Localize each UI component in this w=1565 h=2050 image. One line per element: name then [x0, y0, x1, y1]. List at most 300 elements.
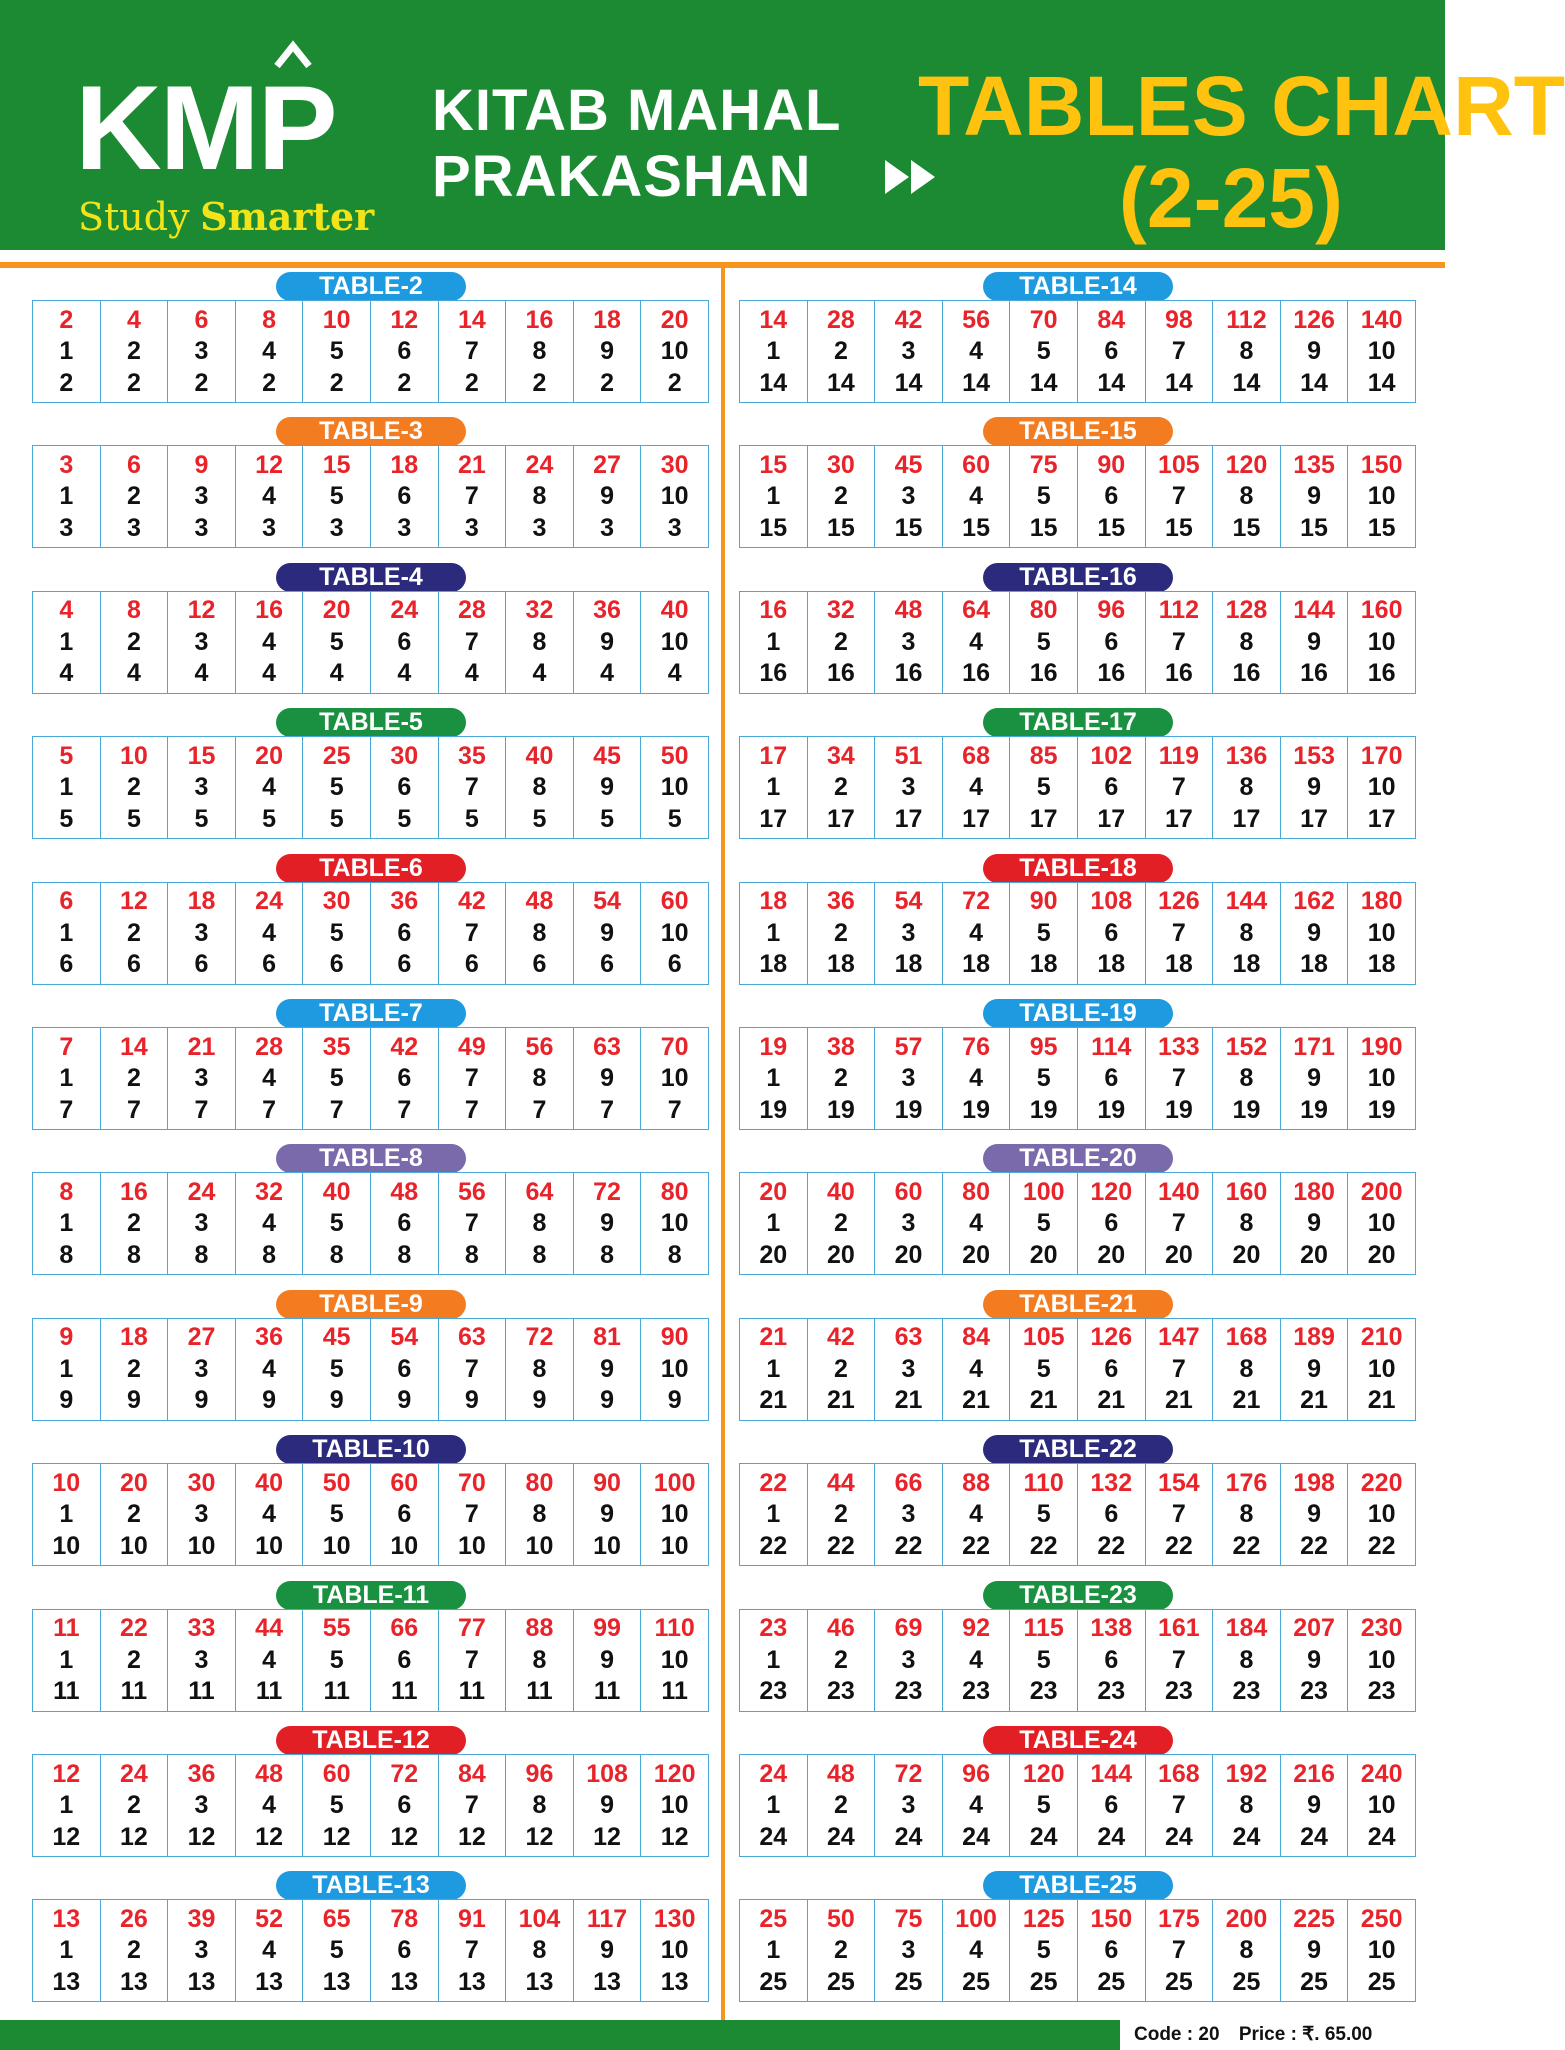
- product-value: 250: [1360, 1904, 1403, 1933]
- base-number: 10: [593, 1531, 621, 1560]
- base-number: 13: [255, 1967, 283, 1996]
- multiplier-value: 5: [329, 1645, 344, 1674]
- multiplier-value: 9: [1307, 1500, 1321, 1529]
- multiplier-value: 10: [660, 1064, 689, 1092]
- table-grid: [32, 1027, 709, 1130]
- product-value: 14: [119, 1032, 148, 1061]
- table-column: [33, 592, 101, 693]
- table-column: [574, 1319, 642, 1420]
- base-number: 9: [126, 1386, 141, 1415]
- base-number: 6: [532, 950, 547, 979]
- multiplier-value: 7: [464, 1500, 479, 1529]
- table-column: [574, 1610, 642, 1711]
- product-value: 30: [826, 450, 855, 479]
- multiplier-value: 10: [660, 1500, 689, 1529]
- multiplier-value: 8: [1239, 1936, 1254, 1965]
- table-column: [168, 1755, 236, 1856]
- base-number: 12: [322, 1822, 351, 1851]
- table-column: [439, 1755, 507, 1856]
- base-number: 15: [1097, 513, 1126, 542]
- column-divider: [721, 262, 725, 2020]
- table-column: [1078, 592, 1146, 693]
- multiplier-value: 4: [969, 1354, 984, 1383]
- product-value: 24: [390, 596, 419, 625]
- multiplier-value: 10: [1367, 1791, 1396, 1819]
- product-value: 88: [525, 1614, 554, 1643]
- multiplier-value: 5: [329, 1064, 344, 1092]
- table-column: [506, 1900, 574, 2001]
- table-column: [1213, 1755, 1281, 1856]
- multiplier-value: 4: [262, 1354, 277, 1383]
- table-column: [506, 301, 574, 402]
- table-column: [506, 1319, 574, 1420]
- table-column: [641, 1755, 708, 1856]
- base-number: 18: [1029, 950, 1058, 979]
- product-value: 57: [894, 1032, 923, 1061]
- base-number: 11: [120, 1677, 148, 1706]
- base-number: 12: [255, 1822, 283, 1851]
- base-number: 19: [1029, 1095, 1058, 1124]
- multiplier-value: 4: [262, 337, 277, 365]
- product-value: 12: [119, 887, 148, 916]
- tagline-smarter: Smarter: [200, 194, 375, 239]
- base-number: 18: [1367, 950, 1396, 979]
- multiplier-value: 7: [1171, 918, 1186, 947]
- multiplier-value: 1: [59, 627, 74, 656]
- table-block: [739, 563, 1416, 694]
- base-number: 22: [759, 1531, 788, 1560]
- table-grid: [32, 736, 709, 839]
- product-value: 20: [255, 741, 283, 770]
- product-value: 96: [525, 1759, 554, 1788]
- product-value: 23: [759, 1614, 788, 1643]
- product-value: 33: [187, 1614, 216, 1643]
- table-column: [439, 737, 507, 838]
- multiplier-value: 10: [660, 1791, 689, 1819]
- table-column: [1348, 301, 1415, 402]
- multiplier-value: 8: [532, 1354, 547, 1383]
- base-number: 3: [667, 513, 682, 542]
- base-number: 4: [600, 659, 614, 688]
- base-number: 22: [1232, 1531, 1261, 1560]
- base-number: 7: [600, 1095, 614, 1124]
- multiplier-value: 6: [1104, 773, 1119, 802]
- product-value: 18: [187, 887, 216, 916]
- table-label: TABLE-11: [276, 1581, 466, 1610]
- product-value: 46: [826, 1614, 855, 1643]
- multiplier-value: 8: [1239, 1209, 1254, 1238]
- product-value: 80: [962, 1177, 990, 1206]
- table-grid: [739, 736, 1416, 839]
- table-column: [740, 301, 808, 402]
- table-column: [1213, 1173, 1281, 1274]
- table-column: [1146, 1319, 1214, 1420]
- table-column: [1146, 1755, 1214, 1856]
- base-number: 5: [667, 804, 682, 833]
- product-value: 72: [390, 1759, 419, 1788]
- product-value: 120: [653, 1759, 696, 1788]
- product-value: 210: [1360, 1323, 1403, 1352]
- base-number: 13: [660, 1967, 689, 1996]
- product-value: 38: [826, 1032, 855, 1061]
- table-column: [943, 1173, 1011, 1274]
- multiplier-value: 3: [194, 1500, 209, 1529]
- table-column: [1348, 737, 1415, 838]
- multiplier-value: 5: [1036, 1645, 1051, 1674]
- table-column: [1213, 1610, 1281, 1711]
- base-number: 12: [119, 1822, 148, 1851]
- multiplier-value: 2: [126, 918, 141, 947]
- base-number: 20: [1097, 1240, 1126, 1269]
- multiplier-value: 4: [969, 1791, 984, 1819]
- base-number: 10: [390, 1531, 419, 1560]
- product-value: 20: [322, 596, 351, 625]
- table-grid: [32, 1172, 709, 1275]
- base-number: 7: [194, 1095, 209, 1124]
- product-value: 6: [126, 450, 141, 479]
- base-number: 6: [59, 950, 74, 979]
- base-number: 13: [593, 1967, 621, 1996]
- base-number: 13: [322, 1967, 351, 1996]
- table-column: [371, 1028, 439, 1129]
- table-column: [943, 1464, 1011, 1565]
- multiplier-value: 4: [969, 482, 984, 511]
- product-value: 20: [759, 1177, 788, 1206]
- product-value: 10: [52, 1468, 81, 1497]
- table-column: [808, 883, 876, 984]
- multiplier-value: 1: [766, 627, 781, 656]
- multiplier-value: 4: [262, 482, 277, 511]
- table-column: [1281, 883, 1349, 984]
- table-column: [808, 1028, 876, 1129]
- table-column: [808, 737, 876, 838]
- multiplier-value: 2: [126, 773, 141, 802]
- base-number: 7: [464, 1095, 479, 1124]
- base-number: 17: [962, 804, 990, 833]
- product-value: 230: [1360, 1614, 1403, 1643]
- base-number: 19: [1232, 1095, 1261, 1124]
- multiplier-value: 7: [464, 1064, 479, 1092]
- multiplier-value: 9: [1307, 1209, 1321, 1238]
- base-number: 3: [329, 513, 344, 542]
- product-value: 180: [1293, 1177, 1335, 1206]
- product-value: 171: [1293, 1032, 1335, 1061]
- product-value: 184: [1225, 1614, 1268, 1643]
- table-column: [168, 1028, 236, 1129]
- base-number: 7: [262, 1095, 277, 1124]
- product-value: 8: [59, 1177, 74, 1206]
- multiplier-value: 4: [969, 1064, 984, 1092]
- table-block: [32, 1290, 709, 1421]
- base-number: 4: [126, 659, 141, 688]
- publisher-line-2: PRAKASHAN: [432, 144, 812, 209]
- multiplier-value: 3: [194, 627, 209, 656]
- product-value: 66: [390, 1614, 419, 1643]
- tagline: [78, 194, 375, 239]
- table-column: [33, 1755, 101, 1856]
- table-column: [641, 1464, 708, 1565]
- multiplier-value: 1: [59, 1645, 74, 1674]
- multiplier-value: 2: [126, 627, 141, 656]
- multiplier-value: 10: [660, 482, 689, 511]
- base-number: 11: [458, 1677, 486, 1706]
- base-number: 4: [194, 659, 209, 688]
- base-number: 25: [1232, 1967, 1261, 1996]
- base-number: 2: [194, 368, 209, 397]
- product-value: 136: [1225, 741, 1268, 770]
- product-value: 91: [457, 1904, 486, 1933]
- product-value: 75: [1029, 450, 1058, 479]
- base-number: 10: [187, 1531, 216, 1560]
- table-grid: [739, 300, 1416, 403]
- multiplier-value: 5: [329, 1791, 344, 1819]
- base-number: 16: [1367, 659, 1396, 688]
- table-grid: [32, 591, 709, 694]
- table-column: [168, 592, 236, 693]
- product-value: 68: [962, 741, 990, 770]
- table-column: [943, 1900, 1011, 2001]
- multiplier-value: 7: [1171, 1500, 1186, 1529]
- product-value: 162: [1293, 887, 1335, 916]
- table-column: [303, 883, 371, 984]
- table-column: [943, 301, 1011, 402]
- product-value: 85: [1029, 741, 1058, 770]
- table-column: [943, 883, 1011, 984]
- product-value: 130: [653, 1904, 696, 1933]
- product-value: 70: [457, 1468, 486, 1497]
- base-number: 4: [329, 659, 344, 688]
- table-column: [808, 1319, 876, 1420]
- table-column: [641, 592, 708, 693]
- multiplier-value: 4: [262, 1500, 277, 1529]
- multiplier-value: 2: [126, 1209, 141, 1238]
- product-value: 45: [593, 741, 621, 770]
- footer-info: [1120, 2020, 1445, 2050]
- base-number: 23: [1367, 1677, 1396, 1706]
- base-number: 17: [1232, 804, 1261, 833]
- multiplier-value: 4: [262, 1791, 277, 1819]
- product-value: 95: [1029, 1032, 1058, 1061]
- table-label: TABLE-12: [276, 1726, 466, 1755]
- table-column: [808, 446, 876, 547]
- product-value: 80: [660, 1177, 689, 1206]
- multiplier-value: 2: [833, 1209, 848, 1238]
- multiplier-value: 2: [126, 1500, 141, 1529]
- table-block: [32, 1435, 709, 1566]
- base-number: 7: [59, 1095, 74, 1124]
- product-value: 110: [654, 1614, 695, 1643]
- multiplier-value: 10: [1367, 918, 1396, 947]
- base-number: 23: [1029, 1677, 1058, 1706]
- multiplier-value: 1: [59, 1791, 74, 1819]
- table-column: [740, 446, 808, 547]
- multiplier-value: 2: [833, 1645, 848, 1674]
- base-number: 9: [397, 1386, 412, 1415]
- table-column: [439, 1900, 507, 2001]
- multiplier-value: 6: [397, 918, 412, 947]
- product-value: 42: [894, 305, 923, 334]
- base-number: 3: [464, 513, 479, 542]
- table-label: TABLE-2: [276, 272, 466, 301]
- table-block: [739, 1581, 1416, 1712]
- table-column: [740, 1028, 808, 1129]
- table-column: [371, 1755, 439, 1856]
- base-number: 6: [397, 950, 412, 979]
- table-column: [1010, 1610, 1078, 1711]
- table-column: [303, 1028, 371, 1129]
- table-grid: [739, 882, 1416, 985]
- multiplier-value: 9: [600, 773, 614, 802]
- multiplier-value: 1: [766, 1209, 781, 1238]
- product-value: 175: [1158, 1904, 1200, 1933]
- multiplier-value: 2: [833, 337, 848, 365]
- table-column: [875, 592, 943, 693]
- multiplier-value: 9: [600, 1645, 614, 1674]
- base-number: 13: [52, 1967, 81, 1996]
- product-value: 22: [759, 1468, 788, 1497]
- product-value: 200: [1360, 1177, 1403, 1206]
- multiplier-value: 2: [833, 1936, 848, 1965]
- multiplier-value: 3: [901, 1791, 916, 1819]
- table-grid: [32, 300, 709, 403]
- base-number: 2: [532, 368, 547, 397]
- base-number: 17: [1097, 804, 1126, 833]
- table-column: [1010, 883, 1078, 984]
- product-value: 30: [322, 887, 351, 916]
- multiplier-value: 6: [1104, 918, 1119, 947]
- base-number: 18: [962, 950, 990, 979]
- base-number: 12: [390, 1822, 419, 1851]
- base-number: 22: [1029, 1531, 1058, 1560]
- table-column: [875, 737, 943, 838]
- table-column: [641, 1028, 708, 1129]
- base-number: 7: [532, 1095, 547, 1124]
- table-column: [1348, 1900, 1415, 2001]
- product-code: Code : 20: [1134, 2024, 1220, 2045]
- product-value: 98: [1164, 305, 1193, 334]
- table-label: TABLE-16: [983, 563, 1173, 592]
- product-value: 102: [1090, 741, 1133, 770]
- table-column: [236, 1610, 304, 1711]
- base-number: 23: [1164, 1677, 1193, 1706]
- multiplier-value: 6: [1104, 1209, 1119, 1238]
- multiplier-value: 2: [126, 1064, 141, 1092]
- base-number: 22: [894, 1531, 923, 1560]
- base-number: 8: [464, 1240, 479, 1269]
- multiplier-value: 7: [1171, 1354, 1186, 1383]
- product-value: 36: [826, 887, 855, 916]
- table-grid: [739, 1318, 1416, 1421]
- multiplier-value: 5: [1036, 1500, 1051, 1529]
- multiplier-value: 10: [660, 1354, 689, 1383]
- base-number: 4: [464, 659, 479, 688]
- base-number: 9: [532, 1386, 547, 1415]
- base-number: 15: [826, 513, 855, 542]
- table-column: [1213, 1028, 1281, 1129]
- product-value: 27: [187, 1323, 216, 1352]
- base-number: 24: [962, 1822, 990, 1851]
- product-value: 54: [894, 887, 923, 916]
- multiplier-value: 3: [194, 918, 209, 947]
- table-column: [574, 301, 642, 402]
- multiplier-value: 2: [833, 482, 848, 511]
- multiplier-value: 9: [600, 1209, 614, 1238]
- table-grid: [739, 1754, 1416, 1857]
- table-column: [1078, 1319, 1146, 1420]
- base-number: 17: [894, 804, 923, 833]
- base-number: 8: [667, 1240, 682, 1269]
- multiplier-value: 8: [1239, 627, 1254, 656]
- table-column: [1281, 1464, 1349, 1565]
- base-number: 14: [759, 368, 788, 397]
- base-number: 19: [1367, 1095, 1396, 1124]
- product-value: 32: [255, 1177, 283, 1206]
- logo-text: KMP: [75, 61, 336, 195]
- base-number: 13: [457, 1967, 486, 1996]
- table-column: [943, 1610, 1011, 1711]
- table-column: [641, 1319, 708, 1420]
- multiplier-value: 7: [464, 1936, 479, 1965]
- table-column: [1213, 592, 1281, 693]
- table-block: [32, 854, 709, 985]
- multiplier-value: 5: [1036, 1354, 1051, 1383]
- product-value: 168: [1225, 1323, 1268, 1352]
- product-value: 27: [593, 450, 621, 479]
- product-value: 35: [457, 741, 486, 770]
- multiplier-value: 2: [126, 1936, 141, 1965]
- multiplier-value: 5: [329, 482, 344, 511]
- base-number: 25: [826, 1967, 855, 1996]
- base-number: 19: [1300, 1095, 1328, 1124]
- base-number: 12: [187, 1822, 216, 1851]
- multiplier-value: 5: [329, 1209, 344, 1238]
- base-number: 10: [660, 1531, 689, 1560]
- multiplier-value: 8: [1239, 337, 1254, 365]
- table-column: [641, 301, 708, 402]
- base-number: 25: [1164, 1967, 1193, 1996]
- multiplier-value: 6: [397, 773, 412, 802]
- table-grid: [739, 1172, 1416, 1275]
- product-value: 4: [126, 305, 141, 334]
- base-number: 21: [1029, 1386, 1058, 1415]
- base-number: 17: [1367, 804, 1396, 833]
- multiplier-value: 3: [194, 337, 209, 365]
- multiplier-value: 7: [1171, 627, 1186, 656]
- multiplier-value: 6: [397, 1209, 412, 1238]
- base-number: 21: [1164, 1386, 1193, 1415]
- base-number: 25: [759, 1967, 788, 1996]
- table-column: [101, 1610, 169, 1711]
- table-column: [33, 883, 101, 984]
- multiplier-value: 4: [262, 918, 277, 947]
- base-number: 20: [1232, 1240, 1261, 1269]
- multiplier-value: 9: [1307, 918, 1321, 947]
- product-value: 72: [593, 1177, 621, 1206]
- table-column: [101, 1028, 169, 1129]
- base-number: 24: [759, 1822, 788, 1851]
- table-block: [739, 1871, 1416, 2002]
- table-grid: [32, 1754, 709, 1857]
- base-number: 15: [1300, 513, 1328, 542]
- product-value: 56: [457, 1177, 486, 1206]
- table-column: [1213, 1319, 1281, 1420]
- table-column: [101, 446, 169, 547]
- table-block: [739, 1726, 1416, 1857]
- product-value: 21: [759, 1323, 788, 1352]
- base-number: 5: [329, 804, 344, 833]
- multiplier-value: 4: [969, 337, 984, 365]
- product-value: 60: [962, 450, 990, 479]
